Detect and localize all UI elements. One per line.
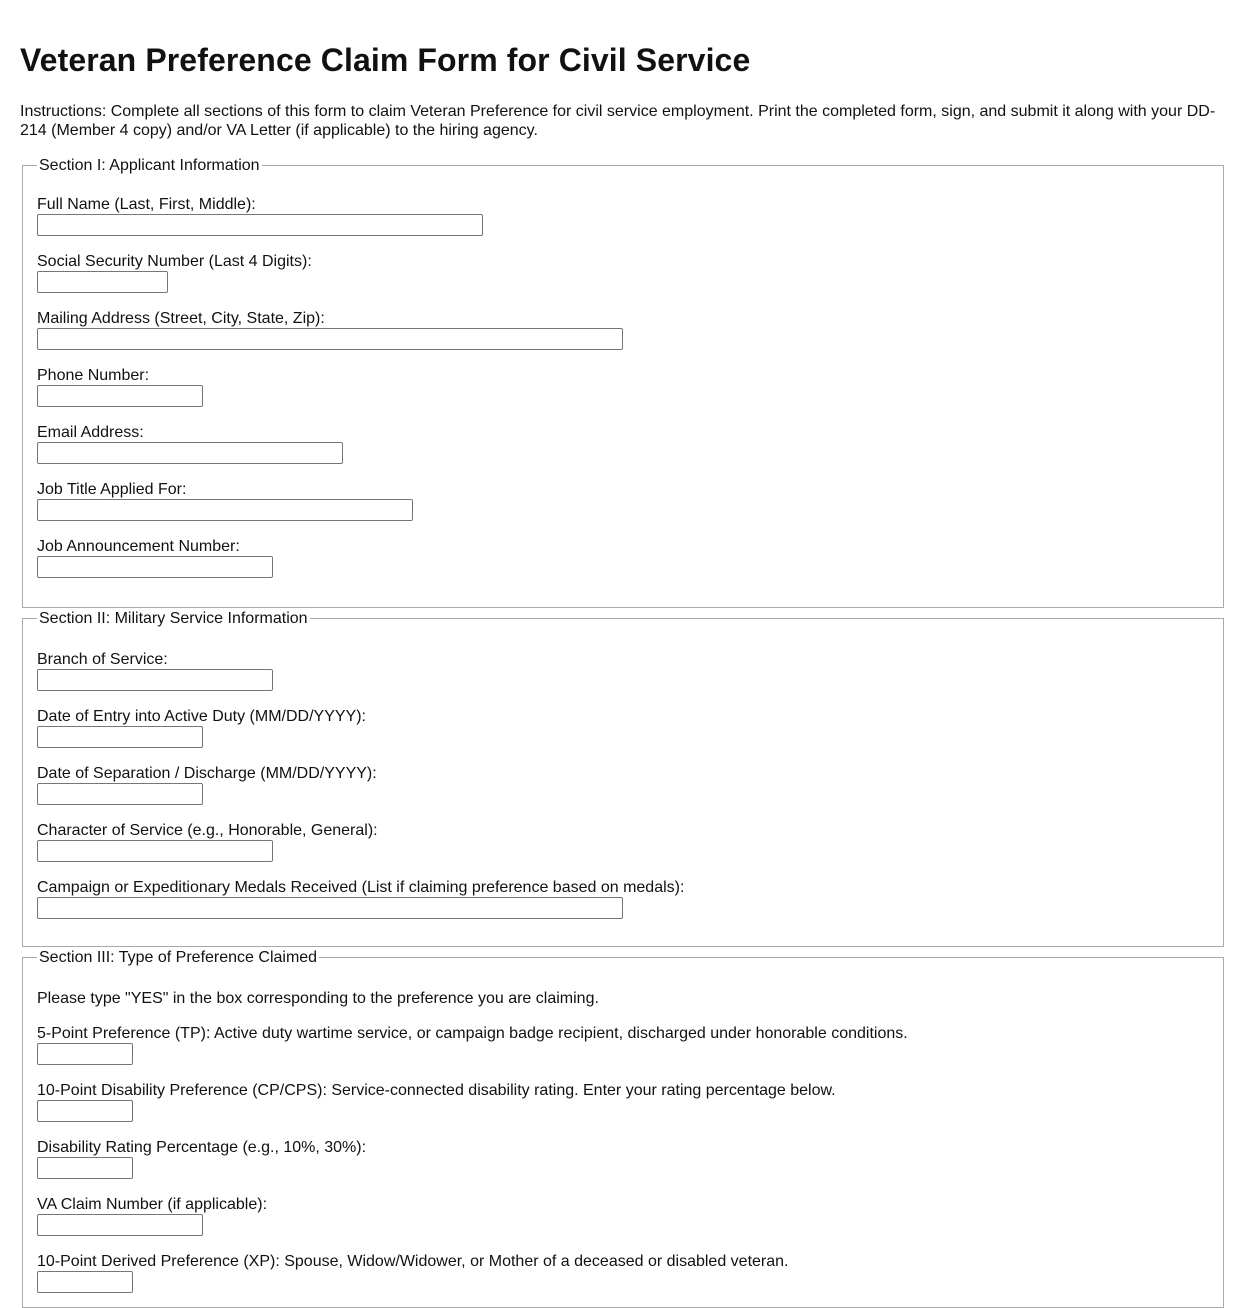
section-legend: Section II: Military Service Information xyxy=(39,610,308,627)
ssn-label: Social Security Number (Last 4 Digits): xyxy=(37,253,312,270)
section-applicant-information xyxy=(22,156,1224,608)
job-title-label: Job Title Applied For: xyxy=(37,481,187,498)
field-ten-point-disability xyxy=(37,1081,1209,1122)
branch-label: Branch of Service: xyxy=(37,651,168,668)
job-title-input[interactable] xyxy=(37,499,413,521)
mailing-address-label: Mailing Address (Street, City, State, Zip): xyxy=(37,310,325,327)
medals-input[interactable] xyxy=(37,897,623,919)
field-branch xyxy=(37,650,1209,691)
field-va-claim-number xyxy=(37,1195,1209,1236)
ssn-input[interactable] xyxy=(37,271,168,293)
field-ten-point-derived xyxy=(37,1252,1209,1293)
ten-point-derived-input[interactable] xyxy=(37,1271,133,1293)
section-preference-type xyxy=(22,948,1224,1308)
entry-date-input[interactable] xyxy=(37,726,203,748)
separation-date-label: Date of Separation / Discharge (MM/DD/YYYY): xyxy=(37,765,377,782)
mailing-address-input[interactable] xyxy=(37,328,623,350)
field-five-point xyxy=(37,1024,1209,1065)
ten-point-disability-label: 10-Point Disability Preference (CP/CPS): Service-connected disability rating. Enter your rating percentage below. xyxy=(37,1082,836,1099)
ten-point-derived-label: 10-Point Derived Preference (XP): Spouse, Widow/Widower, or Mother of a deceased or disabled veteran. xyxy=(37,1253,789,1270)
character-input[interactable] xyxy=(37,840,273,862)
page-title: Veteran Preference Claim Form for Civil Service xyxy=(20,42,751,78)
five-point-input[interactable] xyxy=(37,1043,133,1065)
field-disability-rating xyxy=(37,1138,1209,1179)
preference-instruction: Please type "YES" in the box corresponding to the preference you are claiming. xyxy=(37,990,599,1007)
field-phone xyxy=(37,366,1209,407)
job-announcement-input[interactable] xyxy=(37,556,273,578)
five-point-label: 5-Point Preference (TP): Active duty wartime service, or campaign badge recipient, discharged under honorable conditions. xyxy=(37,1025,908,1042)
field-entry-date xyxy=(37,707,1209,748)
section-legend: Section I: Applicant Information xyxy=(39,157,260,174)
field-job-announcement xyxy=(37,537,1209,578)
field-email xyxy=(37,423,1209,464)
ten-point-disability-input[interactable] xyxy=(37,1100,133,1122)
field-character xyxy=(37,821,1209,862)
branch-input[interactable] xyxy=(37,669,273,691)
field-ssn xyxy=(37,252,1209,293)
character-label: Character of Service (e.g., Honorable, General): xyxy=(37,822,378,839)
phone-label: Phone Number: xyxy=(37,367,150,384)
field-medals xyxy=(37,878,1209,919)
field-job-title xyxy=(37,480,1209,521)
field-full-name xyxy=(37,195,1209,236)
disability-rating-input[interactable] xyxy=(37,1157,133,1179)
job-announcement-label: Job Announcement Number: xyxy=(37,538,240,555)
instructions-text: Instructions: Complete all sections of this form to claim Veteran Preference for civil service employment. Print the completed form, sign, and submit it along with your DD-214 (Member 4 copy) and/or VA Letter (if applicable) to the hiring agency. xyxy=(20,103,1216,139)
separation-date-input[interactable] xyxy=(37,783,203,805)
field-separation-date xyxy=(37,764,1209,805)
va-claim-number-input[interactable] xyxy=(37,1214,203,1236)
va-claim-number-label: VA Claim Number (if applicable): xyxy=(37,1196,268,1213)
email-label: Email Address: xyxy=(37,424,144,441)
section-military-service xyxy=(22,609,1224,947)
section-legend: Section III: Type of Preference Claimed xyxy=(39,949,318,966)
field-mailing-address xyxy=(37,309,1209,350)
medals-label: Campaign or Expeditionary Medals Received (List if claiming preference based on medals): xyxy=(37,879,685,896)
full-name-input[interactable] xyxy=(37,214,483,236)
full-name-label: Full Name (Last, First, Middle): xyxy=(37,196,256,213)
disability-rating-label: Disability Rating Percentage (e.g., 10%, 30%): xyxy=(37,1139,367,1156)
entry-date-label: Date of Entry into Active Duty (MM/DD/YYYY): xyxy=(37,708,366,725)
email-input[interactable] xyxy=(37,442,343,464)
phone-input[interactable] xyxy=(37,385,203,407)
